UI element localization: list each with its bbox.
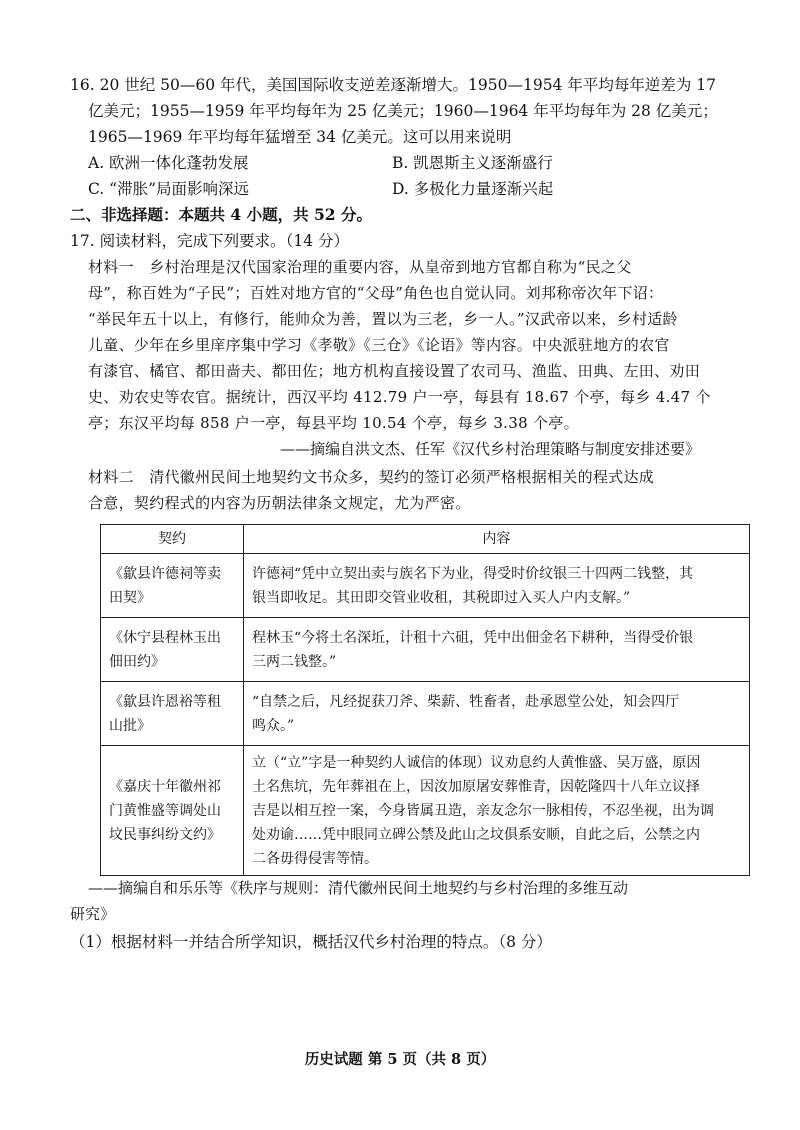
contract-content-cell bbox=[244, 554, 750, 618]
section-2-heading: 二、非选择题：本题共 4 小题，共 52 分。 bbox=[70, 205, 372, 224]
table-header-row bbox=[101, 525, 750, 554]
material-2-source-line: 研究》 bbox=[70, 905, 116, 923]
q16-option-a: A. 欧洲一体化蓬勃发展 bbox=[88, 154, 249, 172]
q16-option-c: C. “滞胀”局面影响深远 bbox=[88, 180, 250, 198]
contract-name-cell bbox=[101, 554, 244, 618]
material-1-line: 母”，称百姓为“子民”；百姓对地方官的“父母”角色也自觉认同。刘邦称帝次年下诏： bbox=[88, 284, 664, 302]
contract-content-line: 土名焦坑，先年葬祖在上，因汝加原屠安葬惟青，因乾隆四十八年立议择 bbox=[252, 778, 700, 795]
material-1-line: 有漆官、橘官、都田啬夫、都田佐；地方机构直接设置了农司马、渔监、田典、左田、劝田 bbox=[88, 362, 701, 380]
q17-stem: 17. 阅读材料，完成下列要求。（14 分） bbox=[70, 232, 349, 250]
q16-line-1: 16. 20 世纪 50—60 年代，美国国际收支逆差逐渐增大。1950—1954 年平均每年逆差为 17 bbox=[70, 76, 716, 94]
table-header-content: 内容 bbox=[244, 525, 750, 554]
contract-content-line: 吉是以相互控一案，今身皆属丑造，亲友念尔一脉相传，不忍坐视，出为调 bbox=[252, 802, 714, 819]
contract-content-cell bbox=[244, 682, 750, 746]
q16-option-d: D. 多极化力量逐渐兴起 bbox=[392, 180, 554, 198]
contract-content-line: 立（“立”字是一种契约人诚信的体现）议劝息约人黄惟盛、吴万盛，原因 bbox=[252, 754, 701, 771]
table-row bbox=[101, 746, 750, 876]
contract-content-line: 鸣众。” bbox=[252, 717, 295, 734]
contract-name-line: 《休宁县程林玉出 bbox=[109, 629, 221, 646]
contract-name-line: 田契》 bbox=[109, 589, 151, 606]
contract-name-cell bbox=[101, 746, 244, 876]
material-1-line: “举民年五十以上，有修行，能帅众为善，置以为三老，乡一人。”汉武帝以来，乡村适龄 bbox=[88, 310, 678, 328]
contract-content-line: 程林玉“今将土名深坵，计租十六砠，凭中出佃金名下耕种，当得受价银 bbox=[252, 629, 694, 646]
q16-option-b: B. 凯恩斯主义逐渐盛行 bbox=[392, 154, 553, 172]
contract-content-line: “自禁之后，凡经捉获刀斧、柴薪、牲畜者，赴承恩堂公处，知会四厅 bbox=[252, 693, 680, 710]
contract-name-line: 山批》 bbox=[109, 717, 151, 734]
material-1-line: 史、劝农史等农官。据统计，西汉平均 412.79 户一亭，每县有 18.67 个亭，每乡 4.47 个 bbox=[88, 388, 711, 406]
contract-name-line: 《歙县许德祠等卖 bbox=[109, 565, 221, 582]
contract-name-line: 门黄惟盛等调处山 bbox=[109, 802, 221, 819]
contract-content-cell bbox=[244, 746, 750, 876]
contract-name-line: 《嘉庆十年徽州祁 bbox=[109, 778, 221, 795]
table-header-contract: 契约 bbox=[101, 525, 244, 554]
contract-name-cell bbox=[101, 682, 244, 746]
material-1-line: 儿童、少年在乡里庠序集中学习《孝敬》《三仓》《论语》等内容。中央派驻地方的农官 bbox=[88, 336, 670, 354]
contract-content-line: 三两二钱整。” bbox=[252, 653, 337, 670]
contract-content-line: 银当即收足。其田即交管业收租，其税即过入买人户内支解。” bbox=[252, 589, 631, 606]
q17-subquestion-1: （1）根据材料一并结合所学知识，概括汉代乡村治理的特点。（8 分） bbox=[70, 933, 552, 951]
material-2-source-line: ——摘编自和乐乐等《秩序与规则：清代徽州民间土地契约与乡村治理的多维互动 bbox=[88, 879, 629, 897]
contract-name-line: 坟民事纠纷文约》 bbox=[109, 826, 221, 843]
material-1-source: ——摘编自洪文杰、任军《汉代乡村治理策略与制度安排述要》 bbox=[280, 440, 701, 458]
material-1-line: 亭；东汉平均每 858 户一亭，每县平均 10.54 个亭，每乡 3.38 个亭。 bbox=[88, 414, 579, 432]
table-row bbox=[101, 682, 750, 746]
contract-table bbox=[100, 524, 750, 876]
contract-content-cell bbox=[244, 618, 750, 682]
contract-name-line: 佃田约》 bbox=[109, 653, 165, 670]
material-1-line: 材料一 乡村治理是汉代国家治理的重要内容，从皇帝到地方官都自称为“民之父 bbox=[88, 258, 632, 276]
table-row bbox=[101, 554, 750, 618]
q16-line-3: 1965—1969 年平均每年猛增至 34 亿美元。这可以用来说明 bbox=[88, 128, 512, 146]
table-row bbox=[101, 618, 750, 682]
contract-content-line: 二各毋得侵害等情。 bbox=[252, 850, 378, 867]
contract-content-line: 处劝谕……凭中眼同立碑公禁及此山之坟俱系安顺，自此之后，公禁之内 bbox=[252, 826, 700, 843]
contract-content-line: 许德祠“凭中立契出卖与族名下为业，得受时价纹银三十四两二钱整，其 bbox=[252, 565, 694, 582]
material-2-line: 合意，契约程式的内容为历朝法律条文规定，尤为严密。 bbox=[88, 494, 471, 512]
contract-name-cell bbox=[101, 618, 244, 682]
q16-line-2: 亿美元；1955—1959 年平均每年为 25 亿美元；1960—1964 年平均每年为 28 亿美元； bbox=[88, 102, 718, 120]
material-2-line: 材料二 清代徽州民间土地契约文书众多，契约的签订必须严格根据相关的程式达成 bbox=[88, 468, 655, 486]
contract-name-line: 《歙县许恩裕等租 bbox=[109, 693, 221, 710]
page-footer: 历史试题 第 5 页（共 8 页） bbox=[304, 1051, 496, 1068]
